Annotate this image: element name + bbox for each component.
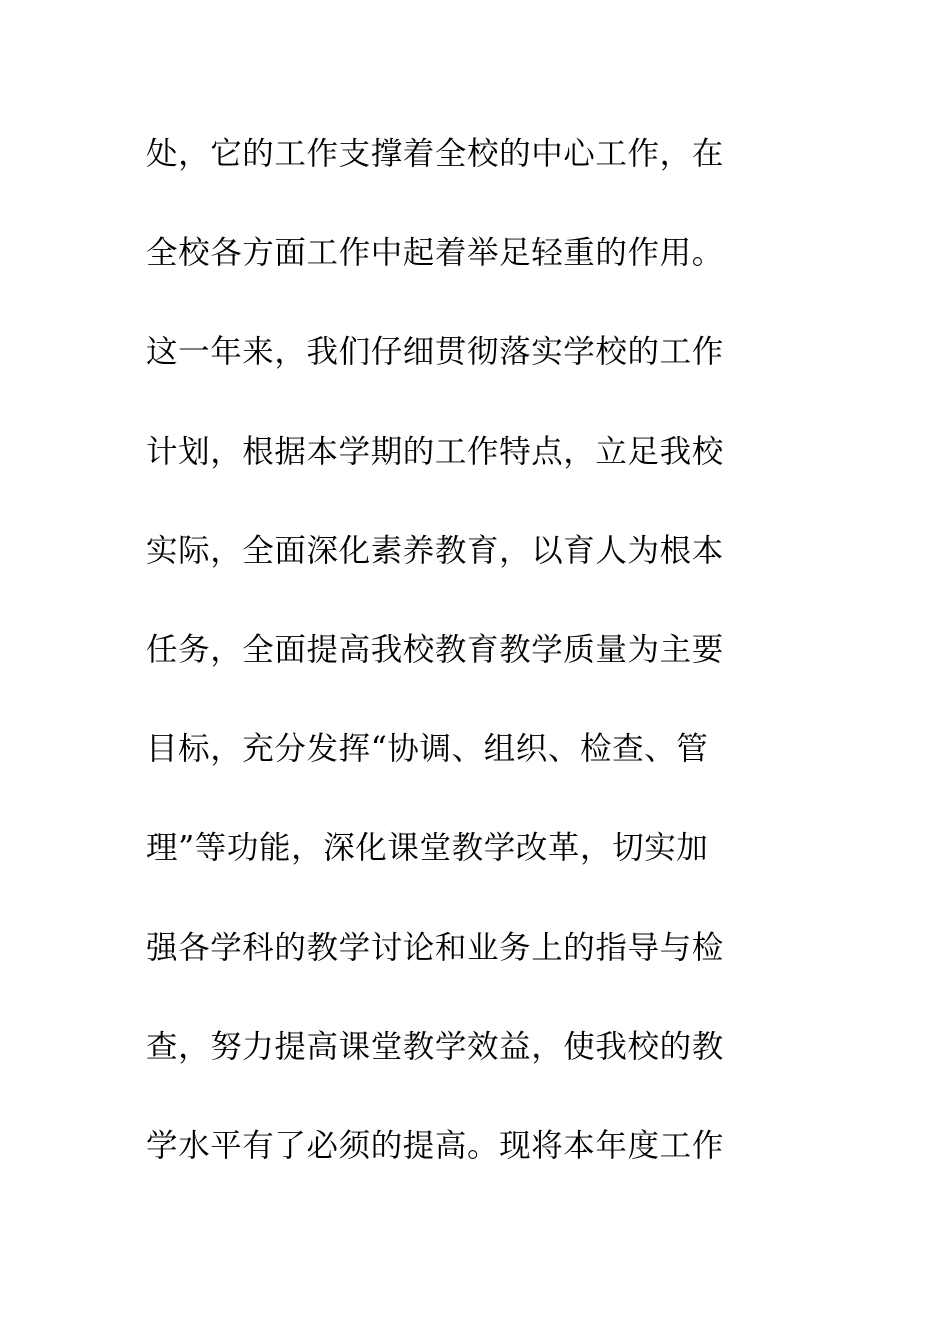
text-line: 目标，充分发挥“协调、组织、检查、管 [146,731,709,768]
text-line: 处，它的工作支撑着全校的中心工作，在 [146,136,724,172]
text-line: 学水平有了必须的提高。现将本年度工作 [146,1127,724,1164]
text-line: 查，努力提高课堂教学效益，使我校的教 [146,1028,724,1065]
text-line: 强各学科的教学讨论和业务上的指导与检 [146,929,724,966]
body-text [146,126,786,1217]
text-line: 理”等功能，深化课堂教学改革，切实加 [146,830,709,867]
text-line: 计划，根据本学期的工作特点，立足我校 [146,433,724,470]
text-line: 实际，全面深化素养教育，以育人为根本 [146,532,724,569]
text-line: 这一年来，我们仔细贯彻落实学校的工作 [146,334,724,371]
text-line: 全校各方面工作中起着举足轻重的作用。 [146,235,724,272]
text-line: 任务，全面提高我校教育教学质量为主要 [146,631,724,668]
